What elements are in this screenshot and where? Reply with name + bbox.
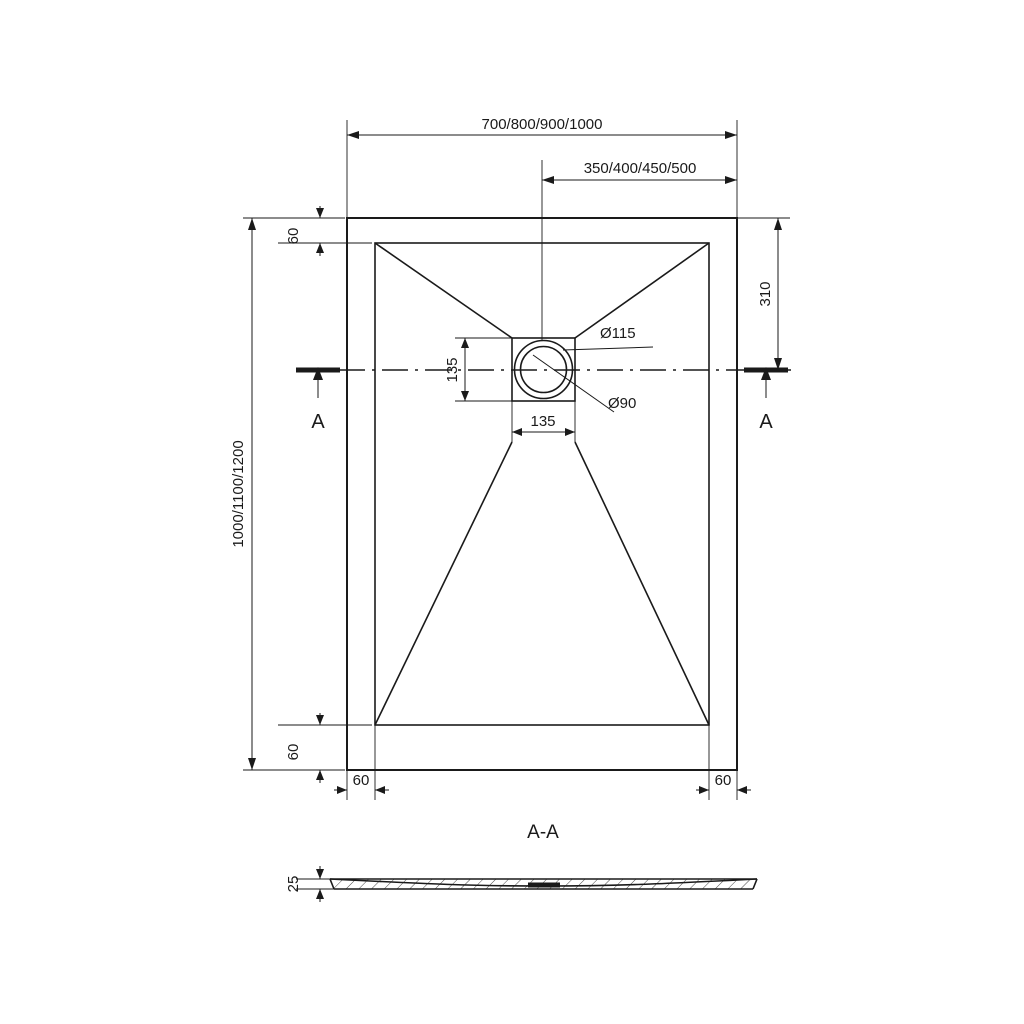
- dim-drain-height: 135: [444, 357, 461, 383]
- dim-inner-diameter: Ø90: [608, 395, 637, 412]
- section-view: [330, 879, 757, 889]
- dim-right-offset: 310: [757, 281, 774, 307]
- section-label-right: A: [759, 411, 773, 433]
- section-mark-right: [744, 367, 788, 433]
- section-view-title: A-A: [527, 822, 559, 843]
- dim-section-thickness: 25: [285, 875, 302, 893]
- drain-width-dimension: [512, 401, 575, 442]
- top-inset-dimension: [278, 206, 372, 256]
- left-overall-dimension: [230, 218, 345, 770]
- dim-top-center: 350/400/450/500: [583, 160, 697, 177]
- dim-bottom-inset: 60: [285, 743, 302, 761]
- right-offset-dimension: [737, 218, 790, 370]
- dim-bottom-left-inset: 60: [352, 772, 370, 789]
- dim-left-overall: 1000/1100/1200: [230, 440, 247, 548]
- dim-top-overall: 700/800/900/1000: [481, 116, 603, 133]
- bottom-right-inset-dimension: [696, 725, 751, 800]
- bottom-left-inset-dimension: [334, 725, 389, 800]
- top-center-dimension: [542, 160, 737, 340]
- inner-diameter-callout: [533, 355, 636, 412]
- dim-top-inset: 60: [285, 227, 302, 245]
- dim-bottom-right-inset: 60: [714, 772, 732, 789]
- section-label-left: A: [311, 411, 325, 433]
- dim-outer-diameter: Ø115: [600, 325, 636, 342]
- dim-drain-width: 135: [530, 413, 556, 430]
- section-mark-left: [296, 367, 340, 433]
